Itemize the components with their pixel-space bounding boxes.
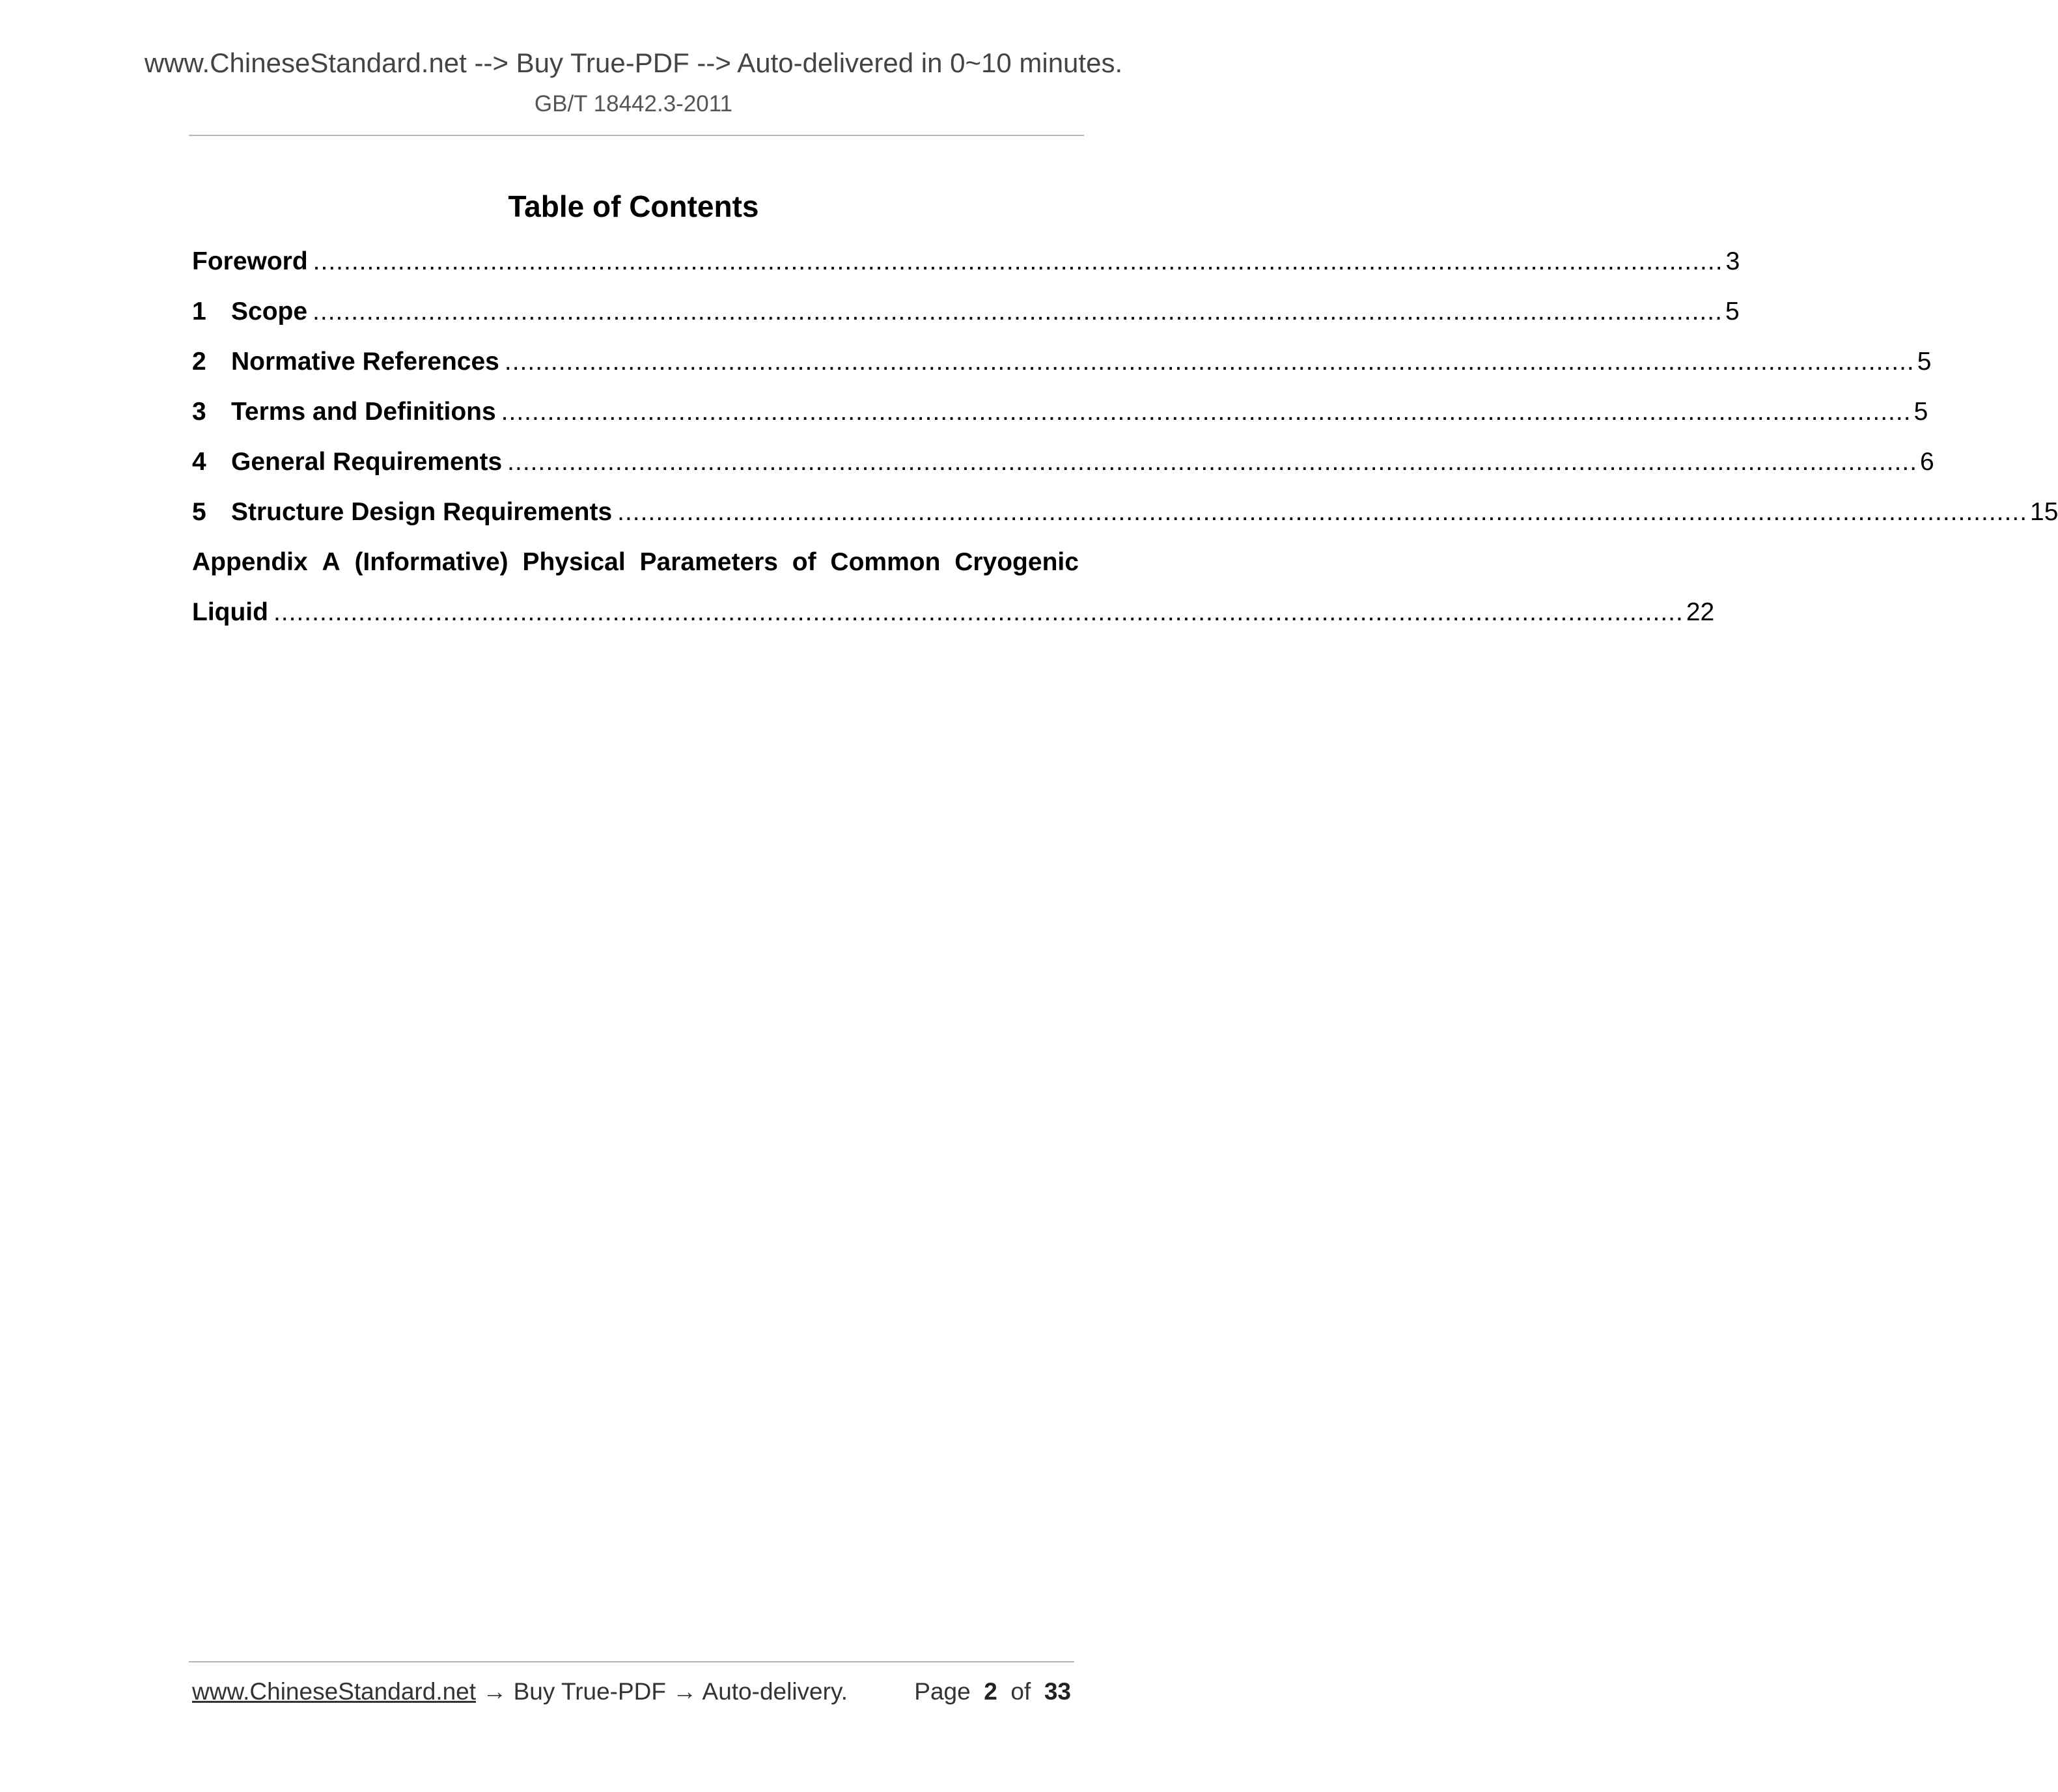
- toc-entry-appendix-a-continued[interactable]: [192, 598, 1715, 648]
- toc-entry-label: Foreword: [192, 247, 308, 275]
- toc-leader-dots: .......................................................................................................................................................................................: [273, 598, 1684, 626]
- appendix-word: of: [792, 548, 816, 576]
- toc-entry-page: 15: [2030, 498, 2058, 526]
- toc-entry-scope[interactable]: [192, 297, 1740, 348]
- toc-entry-label: Structure Design Requirements: [231, 498, 613, 526]
- standard-number: GB/T 18442.3-2011: [534, 91, 733, 117]
- toc-entry-page: 5: [1725, 297, 1740, 325]
- toc-leader-dots: .......................................................................................................................................................................................: [617, 498, 2028, 526]
- page-word: Page: [914, 1678, 971, 1705]
- toc-entry-normative-references[interactable]: [192, 348, 1932, 398]
- toc-entry-terms-definitions[interactable]: [192, 398, 1928, 448]
- toc-entry-number: 4: [192, 448, 206, 476]
- toc-entry-page: 3: [1725, 247, 1740, 275]
- toc-title: Table of Contents: [508, 189, 759, 223]
- appendix-word: Parameters: [639, 548, 778, 576]
- appendix-word: (Informative): [354, 548, 508, 576]
- toc-entry-label: Terms and Definitions: [231, 398, 496, 426]
- toc-leader-dots: .......................................................................................................................................................................................: [504, 348, 1915, 376]
- toc-entry-label: Normative References: [231, 348, 499, 376]
- footer-site-link[interactable]: www.ChineseStandard.net: [192, 1678, 477, 1705]
- toc-entry-structure-design[interactable]: [192, 498, 2058, 548]
- appendix-word: A: [322, 548, 341, 576]
- footer-tagline: → Buy True-PDF → Auto-delivery.: [476, 1678, 848, 1705]
- toc-leader-dots: .......................................................................................................................................................................................: [507, 448, 1918, 476]
- header-rule: [189, 135, 1084, 136]
- toc-entry-page: 5: [1917, 348, 1932, 376]
- page-total: 33: [1044, 1678, 1071, 1705]
- appendix-word: Common: [830, 548, 941, 576]
- toc-leader-dots: .......................................................................................................................................................................................: [313, 247, 1723, 275]
- toc-entry-label: Liquid: [192, 598, 268, 626]
- toc-entry-page: 6: [1920, 448, 1934, 476]
- toc-entry-number: 3: [192, 398, 206, 426]
- toc-leader-dots: .......................................................................................................................................................................................: [313, 297, 1723, 325]
- toc-entry-number: 1: [192, 297, 206, 325]
- header-banner: www.ChineseStandard.net --> Buy True-PDF --> Auto-delivered in 0~10 minutes.: [144, 48, 1123, 78]
- toc-entry-number: 2: [192, 348, 206, 376]
- page-footer: [192, 1678, 1071, 1705]
- toc-entry-foreword[interactable]: [192, 247, 1740, 297]
- toc-entry-label: General Requirements: [231, 448, 503, 476]
- footer-rule: [189, 1661, 1074, 1662]
- page-number: 2: [984, 1678, 997, 1705]
- toc-entry-appendix-a[interactable]: [192, 548, 1079, 598]
- toc-entry-page: 22: [1686, 598, 1715, 626]
- toc-entry-number: 5: [192, 498, 206, 526]
- appendix-word: Appendix: [192, 548, 308, 576]
- appendix-word: Cryogenic: [954, 548, 1079, 576]
- of-word: of: [1010, 1678, 1031, 1705]
- toc-entry-label: Scope: [231, 297, 308, 325]
- toc-entry-page: 5: [1913, 398, 1928, 426]
- page-indicator: [914, 1678, 1071, 1705]
- toc-entry-general-requirements[interactable]: [192, 448, 1934, 498]
- appendix-word: Physical: [522, 548, 626, 576]
- toc-leader-dots: .......................................................................................................................................................................................: [501, 398, 1912, 426]
- toc-list: [192, 247, 2058, 648]
